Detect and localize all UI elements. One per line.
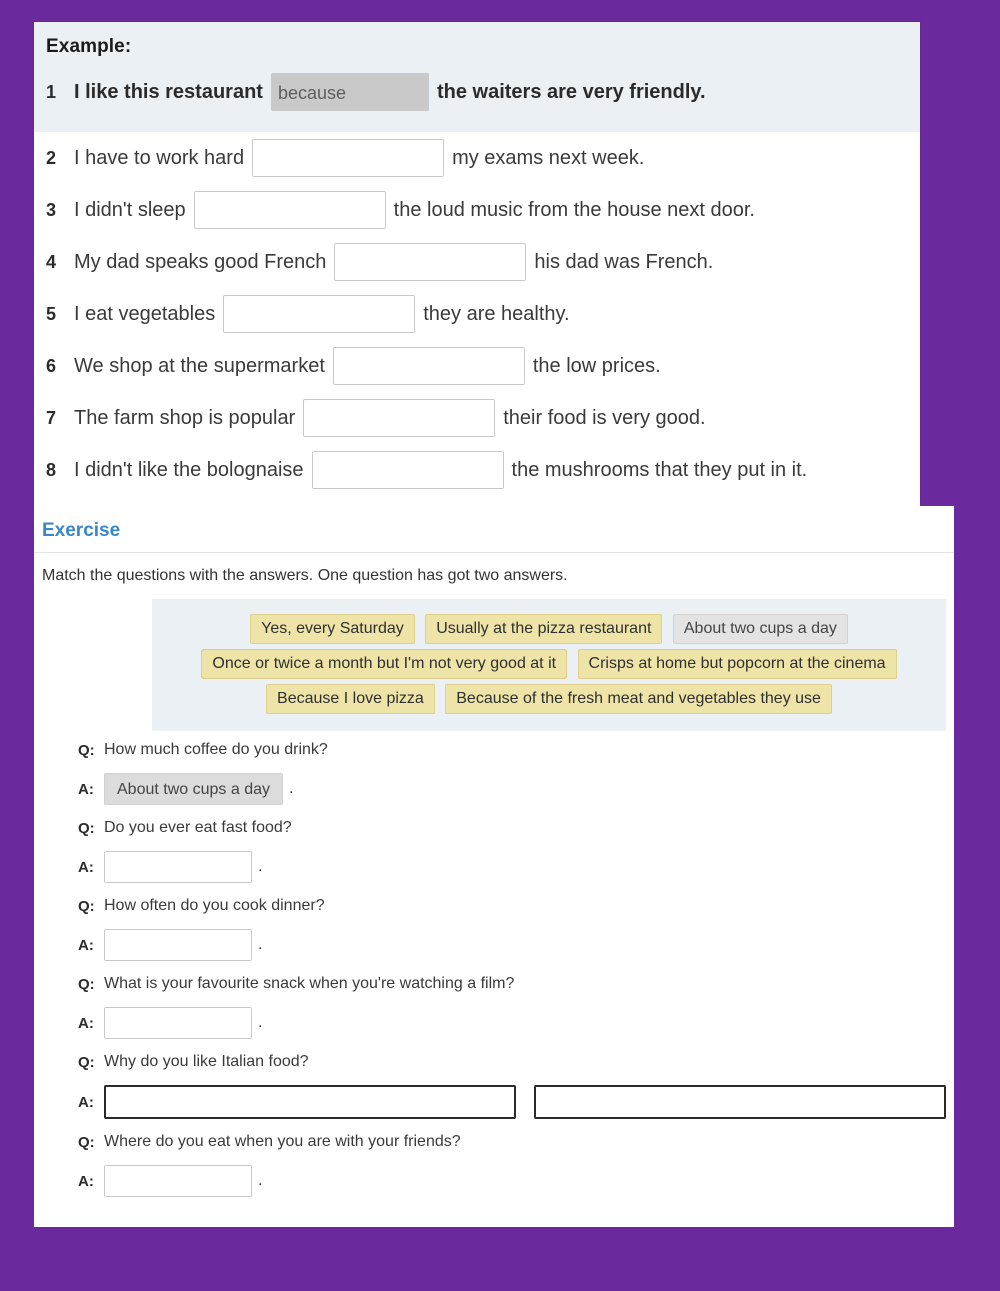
answer-blank-5[interactable]	[223, 295, 415, 333]
question-row-5	[34, 1043, 954, 1081]
answer-row-6	[34, 1161, 954, 1201]
answer-blank-1[interactable]: because	[271, 73, 429, 111]
question-label: Q:	[78, 819, 95, 837]
question-row-3	[34, 887, 954, 925]
answer-slot-3[interactable]	[104, 929, 252, 961]
example-row-1	[34, 66, 920, 118]
exercise-title: Exercise	[34, 506, 954, 553]
item-text-after: my exams next week.	[452, 146, 645, 169]
answer-chip[interactable]: Usually at the pizza restaurant	[425, 614, 662, 644]
example-heading: Example:	[46, 36, 132, 57]
answer-row-1	[34, 769, 954, 809]
sentence-period: .	[258, 1014, 263, 1031]
example-row-6	[34, 340, 920, 392]
answer-blank-3[interactable]	[194, 191, 386, 229]
example-row-4	[34, 236, 920, 288]
question-row-2	[34, 809, 954, 847]
exercise-card	[34, 506, 954, 1227]
answer-slot-2[interactable]	[104, 851, 252, 883]
answer-chip[interactable]: Yes, every Saturday	[250, 614, 415, 644]
question-label: Q:	[78, 741, 95, 759]
item-text-before: I eat vegetables	[74, 302, 216, 325]
question-text: Where do you eat when you are with your friends?	[104, 1133, 461, 1150]
item-text-before: I didn't sleep	[74, 198, 186, 221]
answer-slot-5a[interactable]	[104, 1085, 516, 1119]
question-text: Do you ever eat fast food?	[104, 819, 292, 836]
answer-label: A:	[78, 1093, 94, 1111]
question-text: How much coffee do you drink?	[104, 741, 328, 758]
item-text-after: his dad was French.	[534, 250, 714, 273]
question-row-6	[34, 1123, 954, 1161]
question-text: How often do you cook dinner?	[104, 897, 325, 914]
item-text-after: their food is very good.	[503, 406, 706, 429]
item-text-after: they are healthy.	[423, 302, 570, 325]
item-text-before: I didn't like the bolognaise	[74, 458, 304, 481]
answer-slot-5b[interactable]	[534, 1085, 946, 1119]
item-number: 1	[46, 81, 57, 102]
example-row-3	[34, 184, 920, 236]
answer-label: A:	[78, 936, 94, 954]
answer-row-4	[34, 1003, 954, 1043]
answer-row-2	[34, 847, 954, 887]
sentence-period: .	[258, 936, 263, 953]
chip-line-1	[152, 614, 946, 644]
answer-chip-used[interactable]: About two cups a day	[673, 614, 848, 644]
answer-blank-4[interactable]	[334, 243, 526, 281]
example-row-8	[34, 444, 920, 510]
answer-row-5	[34, 1081, 954, 1123]
answer-label: A:	[78, 858, 94, 876]
item-number: 4	[46, 251, 57, 272]
item-number: 6	[46, 355, 57, 376]
question-label: Q:	[78, 1053, 95, 1071]
question-row-1	[34, 731, 954, 769]
item-text-after: the waiters are very friendly.	[436, 80, 706, 103]
question-label: Q:	[78, 975, 95, 993]
question-text: What is your favourite snack when you're watching a film?	[104, 975, 515, 992]
item-number: 5	[46, 303, 57, 324]
answer-blank-6[interactable]	[333, 347, 525, 385]
answer-blank-2[interactable]	[252, 139, 444, 177]
exercise-instructions: Match the questions with the answers. One question has got two answers.	[42, 567, 568, 584]
item-number: 8	[46, 459, 57, 480]
question-row-4	[34, 965, 954, 1003]
question-label: Q:	[78, 897, 95, 915]
item-text-after: the low prices.	[532, 354, 661, 377]
answer-label: A:	[78, 1014, 94, 1032]
item-text-before: We shop at the supermarket	[74, 354, 325, 377]
answer-label: A:	[78, 780, 94, 798]
answer-chip[interactable]: Because I love pizza	[266, 684, 435, 714]
chip-line-3	[152, 684, 946, 714]
item-number: 2	[46, 147, 57, 168]
item-text-after: the loud music from the house next door.	[393, 198, 755, 221]
sentence-period: .	[288, 780, 294, 797]
example-card	[34, 22, 920, 510]
answer-slot-4[interactable]	[104, 1007, 252, 1039]
answer-chip[interactable]: Because of the fresh meat and vegetables they use	[445, 684, 832, 714]
sentence-period: .	[258, 858, 263, 875]
item-number: 3	[46, 199, 57, 220]
example-band	[34, 22, 920, 132]
example-row-7	[34, 392, 920, 444]
question-text: Why do you like Italian food?	[104, 1053, 309, 1070]
answer-chip[interactable]: Once or twice a month but I'm not very good at it	[201, 649, 567, 679]
item-text-before: My dad speaks good French	[74, 250, 327, 273]
chip-line-2	[152, 649, 946, 679]
sentence-period: .	[258, 1172, 263, 1189]
answer-blank-7[interactable]	[303, 399, 495, 437]
answer-slot-6[interactable]	[104, 1165, 252, 1197]
item-text-before: The farm shop is popular	[74, 406, 296, 429]
item-text-before: I have to work hard	[74, 146, 245, 169]
item-text-after: the mushrooms that they put in it.	[511, 458, 808, 481]
answer-slot-1[interactable]: About two cups a day	[104, 773, 283, 805]
answer-chip[interactable]: Crisps at home but popcorn at the cinema	[578, 649, 897, 679]
answer-chip-bank	[152, 599, 946, 731]
example-row-5	[34, 288, 920, 340]
answer-blank-8[interactable]	[312, 451, 504, 489]
answer-label: A:	[78, 1172, 94, 1190]
answer-row-3	[34, 925, 954, 965]
item-text-before: I like this restaurant	[74, 80, 263, 103]
item-number: 7	[46, 407, 57, 428]
question-label: Q:	[78, 1133, 95, 1151]
example-row-2	[34, 132, 920, 184]
